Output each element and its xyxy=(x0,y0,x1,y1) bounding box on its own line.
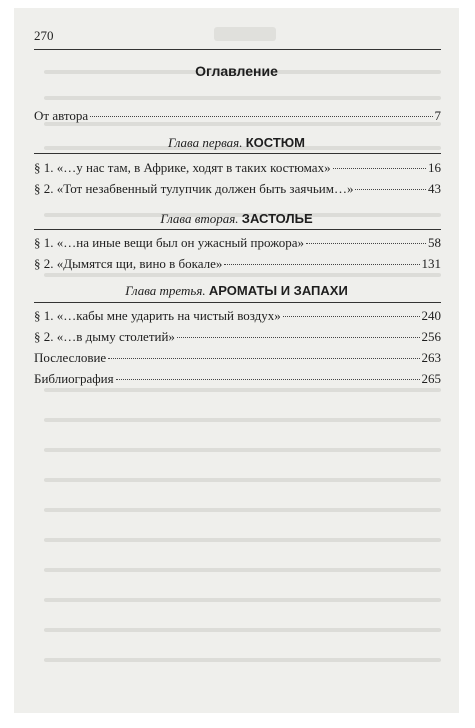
toc-entry-page: 58 xyxy=(428,235,441,250)
chapter-rule xyxy=(34,153,441,154)
toc-entry-label: Послесловие xyxy=(34,350,107,365)
chapter-rule xyxy=(34,302,441,303)
toc-entry xyxy=(34,160,441,176)
chapter-name: АРОМАТЫ И ЗАПАХИ xyxy=(208,283,348,298)
toc-entry-label: § 1. «…кабы мне ударить на чистый воздух» xyxy=(34,308,281,323)
running-head xyxy=(214,27,276,41)
show-through-line xyxy=(44,598,441,602)
toc-entry-page: 263 xyxy=(421,350,441,365)
toc-entry-page: 43 xyxy=(428,181,441,196)
toc-entry xyxy=(34,371,441,387)
toc-entry xyxy=(34,350,441,366)
dot-leader xyxy=(90,116,432,117)
chapter-prefix: Глава первая. xyxy=(168,135,243,150)
show-through-line xyxy=(44,96,441,100)
toc-entry xyxy=(34,181,441,197)
chapter-name: КОСТЮМ xyxy=(245,135,305,150)
toc-title: Оглавление xyxy=(195,63,278,79)
dot-leader xyxy=(116,379,420,380)
page-number: 270 xyxy=(34,28,54,43)
show-through-line xyxy=(44,658,441,662)
chapter-heading xyxy=(14,283,459,299)
toc-entry-label: § 1. «…на иные вещи был он ужасный прожора» xyxy=(34,235,305,250)
chapter-prefix: Глава третья. xyxy=(125,283,206,298)
show-through-line xyxy=(44,478,441,482)
chapter-heading xyxy=(14,135,459,151)
toc-entry-page: 256 xyxy=(421,329,441,344)
show-through-line xyxy=(44,508,441,512)
toc-entry-page: 131 xyxy=(421,256,441,271)
show-through-line xyxy=(44,388,441,392)
show-through-line xyxy=(44,568,441,572)
toc-entry xyxy=(34,108,441,124)
toc-entry-label: От автора xyxy=(34,108,89,123)
show-through-line xyxy=(44,538,441,542)
show-through-line xyxy=(44,628,441,632)
dot-leader xyxy=(333,168,426,169)
toc-entry xyxy=(34,329,441,345)
dot-leader xyxy=(224,264,419,265)
chapter-rule xyxy=(34,229,441,230)
toc-entry xyxy=(34,256,441,272)
chapter-prefix: Глава вторая. xyxy=(160,211,239,226)
toc-entry-page: 265 xyxy=(421,371,441,386)
toc-entry-label: Библиография xyxy=(34,371,114,386)
header-rule xyxy=(34,49,441,50)
show-through-line xyxy=(44,448,441,452)
book-page xyxy=(14,8,459,713)
toc-entry-page: 7 xyxy=(434,108,441,123)
dot-leader xyxy=(108,358,419,359)
dot-leader xyxy=(177,337,420,338)
dot-leader xyxy=(306,243,426,244)
toc-entry-page: 240 xyxy=(421,308,441,323)
dot-leader xyxy=(283,316,420,317)
toc-entry-label: § 2. «Дымятся щи, вино в бокале» xyxy=(34,256,223,271)
chapter-heading xyxy=(14,211,459,227)
toc-entry xyxy=(34,235,441,251)
dot-leader xyxy=(355,189,426,190)
toc-entry xyxy=(34,308,441,324)
toc-entry-page: 16 xyxy=(428,160,441,175)
show-through-line xyxy=(44,273,441,277)
toc-entry-label: § 1. «…у нас там, в Африке, ходят в таких костюмах» xyxy=(34,160,331,175)
show-through-line xyxy=(44,418,441,422)
toc-entry-label: § 2. «…в дыму столетий» xyxy=(34,329,175,344)
chapter-name: ЗАСТОЛЬЕ xyxy=(241,211,313,226)
toc-entry-label: § 2. «Тот незабвенный тулупчик должен быть заячьим…» xyxy=(34,181,354,196)
